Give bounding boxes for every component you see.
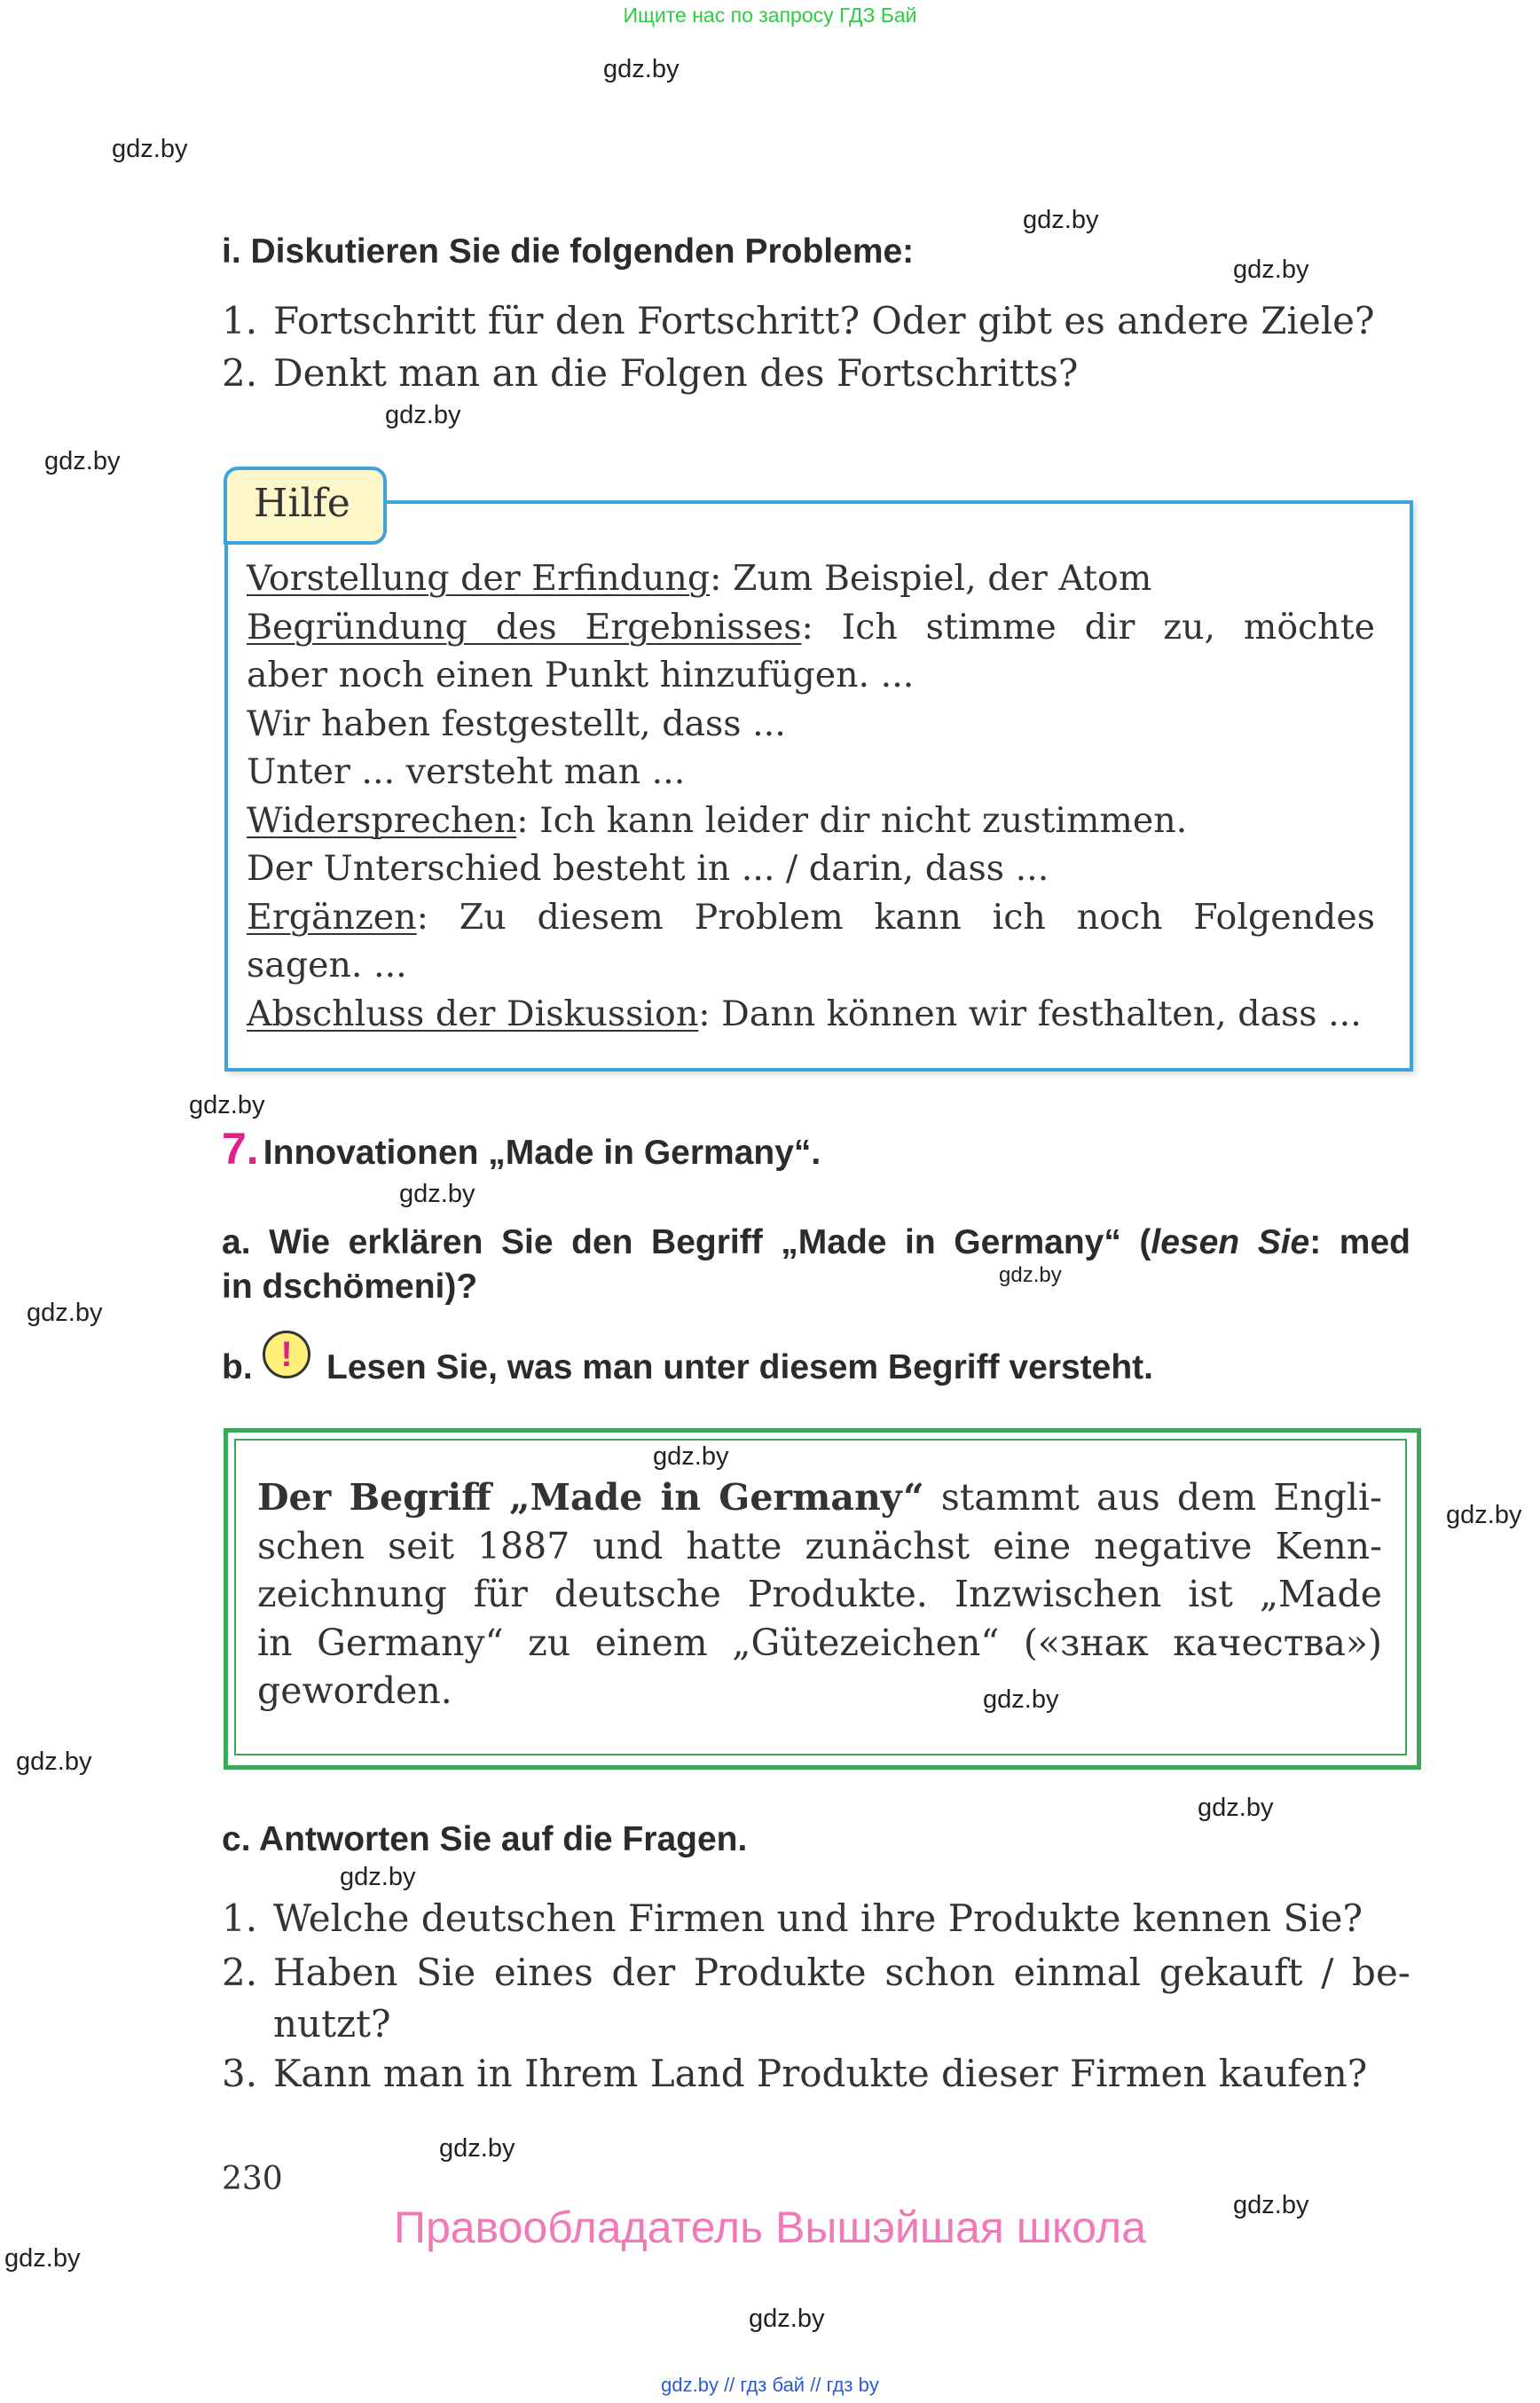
watermark: gdz.by <box>399 1180 475 1208</box>
watermark: gdz.by <box>27 1299 103 1327</box>
hilfe-line <box>247 603 1375 652</box>
hilfe-line <box>247 797 1375 845</box>
hilfe-line <box>247 554 1375 603</box>
watermark: gdz.by <box>749 2305 825 2333</box>
watermark: gdz.by <box>1023 206 1099 234</box>
watermark: gdz.by <box>16 1747 92 1776</box>
watermark: gdz.by <box>603 55 680 83</box>
watermark: gdz.by <box>189 1091 265 1119</box>
item-number: 2. <box>222 1951 258 1994</box>
phrase: : Dann können wir festhalten, dass ... <box>698 993 1362 1034</box>
exclamation-icon: ! <box>263 1331 310 1378</box>
task-c-question-2 <box>222 1947 1410 2050</box>
task-7a-text-end: : med <box>1309 1223 1410 1261</box>
item-text: Welche deutschen Firmen und ihre Produkte kennen Sie? <box>273 1896 1363 1940</box>
task-i-heading: i. Diskutieren Sie die folgenden Probleme: <box>222 232 915 271</box>
watermark: gdz.by <box>983 1685 1059 1714</box>
task-7a-italic: lesen Sie <box>1151 1223 1310 1261</box>
task-7b-label: b. <box>222 1348 253 1386</box>
watermark: gdz.by <box>999 1263 1062 1287</box>
task-7-heading <box>222 1123 821 1174</box>
text-line <box>257 1473 1382 1522</box>
text-rest: stammt aus dem Engli- <box>923 1476 1382 1519</box>
question-2-line <box>222 1947 1410 1999</box>
task-i-item-2 <box>222 348 1078 399</box>
watermark: gdz.by <box>1198 1794 1274 1822</box>
watermark: gdz.by <box>653 1442 729 1471</box>
item-text: Denkt man an die Folgen des Fortschritts? <box>273 351 1079 395</box>
task-title: Innovationen „Made in Germany“. <box>263 1134 821 1172</box>
phrase-category: Abschluss der Diskussion <box>247 993 699 1034</box>
hilfe-text <box>247 554 1375 1038</box>
phrase-category: Widersprechen <box>247 799 517 841</box>
phrase: : Zu diesem Problem kann ich noch Folgendes <box>416 896 1375 938</box>
watermark: gdz.by <box>340 1863 416 1891</box>
phrase-category: Vorstellung der Erfindung <box>247 558 711 599</box>
phrase: : Ich kann leider dir nicht zustimmen. <box>516 799 1188 841</box>
text-line: schen seit 1887 und hatte zunächst eine negative Kenn- <box>257 1524 1382 1567</box>
task-7b-text: Lesen Sie, was man unter diesem Begriff versteht. <box>326 1348 1153 1386</box>
item-number: 3. <box>222 2052 258 2095</box>
text-box <box>257 1473 1382 1716</box>
top-banner[interactable]: Ищите нас по запросу ГДЗ Бай <box>623 4 917 27</box>
page-number: 230 <box>222 2161 283 2197</box>
text-line: geworden. <box>257 1669 452 1712</box>
text-line: zeichnung für deutsche Produkte. Inzwischen ist „Made <box>257 1573 1382 1615</box>
hilfe-tab: Hilfe <box>224 467 387 545</box>
text-line: in Germany“ zu einem „Gütezeichen“ («знак качества») <box>257 1621 1382 1664</box>
phrase: : Ich stimme dir zu, möchte <box>801 606 1375 648</box>
hilfe-line: aber noch einen Punkt hinzufügen. ... <box>247 655 915 695</box>
item-number: 1. <box>222 299 258 342</box>
task-7a-line-1 <box>222 1221 1410 1265</box>
hilfe-line: Wir haben festgestellt, dass ... <box>247 703 786 744</box>
item-number: 2. <box>222 351 258 395</box>
item-number: 1. <box>222 1896 258 1940</box>
task-c-heading: c. Antworten Sie auf die Fragen. <box>222 1820 748 1858</box>
task-c-question-3 <box>222 2048 1367 2100</box>
copyright-notice: Правообладатель Вышэйшая школа <box>394 2203 1146 2252</box>
watermark: gdz.by <box>385 401 461 429</box>
watermark: gdz.by <box>1233 255 1309 284</box>
hilfe-line <box>247 990 1375 1039</box>
task-7a-line-2: in dschömeni)? <box>222 1268 478 1306</box>
footer-links[interactable]: gdz.by // гдз бай // гдз by <box>661 2374 879 2396</box>
watermark: gdz.by <box>4 2244 81 2273</box>
phrase: : Zum Beispiel, der Atom <box>710 558 1152 599</box>
watermark: gdz.by <box>112 135 188 163</box>
watermark: gdz.by <box>44 447 121 475</box>
task-7a <box>222 1221 1410 1309</box>
phrase-category: Ergänzen <box>247 896 417 938</box>
phrase-category: Begründung des Ergebnisses <box>247 606 802 648</box>
task-number: 7. <box>222 1124 259 1174</box>
item-text: Haben Sie eines der Produkte schon einmal gekauft / be- <box>273 1951 1410 1994</box>
task-i-item-1 <box>222 295 1375 347</box>
item-text: Fortschritt für den Fortschritt? Oder gibt es andere Ziele? <box>273 299 1375 342</box>
task-c-question-1 <box>222 1893 1363 1944</box>
watermark: gdz.by <box>1233 2191 1309 2219</box>
hilfe-line: Der Unterschied besteht in ... / darin, dass ... <box>247 848 1049 889</box>
item-text: Kann man in Ihrem Land Produkte dieser Firmen kaufen? <box>273 2052 1368 2095</box>
hilfe-line: Unter ... versteht man ... <box>247 751 686 792</box>
item-text-continued: nutzt? <box>273 2002 391 2046</box>
watermark: gdz.by <box>439 2134 515 2163</box>
term: Der Begriff „Made in Germany“ <box>257 1476 924 1519</box>
hilfe-line: sagen. ... <box>247 945 407 986</box>
watermark: gdz.by <box>1446 1501 1522 1529</box>
hilfe-line <box>247 893 1375 942</box>
task-7a-text: a. Wie erklären Sie den Begriff „Made in Germany“ ( <box>222 1223 1151 1261</box>
